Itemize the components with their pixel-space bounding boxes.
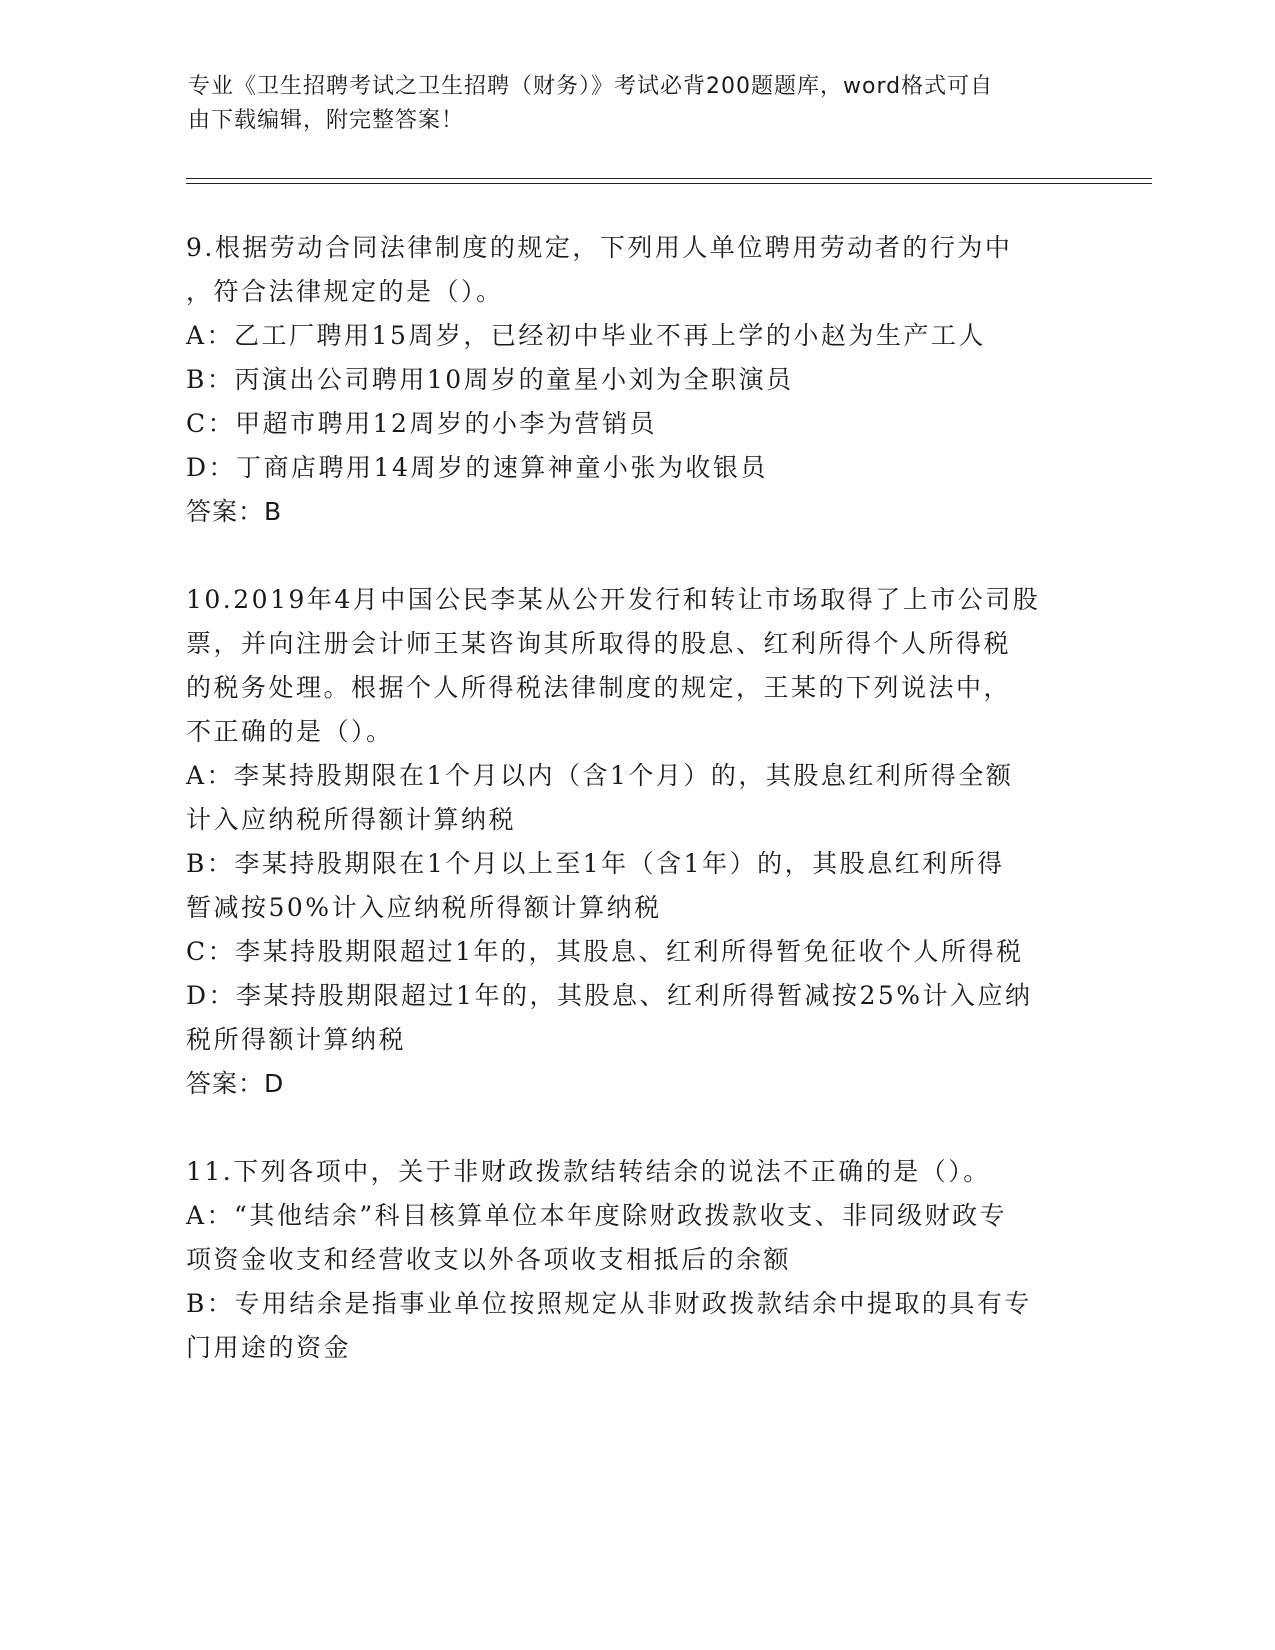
question-11-option-b-line-2: 门用途的资金 xyxy=(186,1333,352,1362)
question-11-stem-line-1: 11.下列各项中，关于非财政拨款结转结余的说法不正确的是（）。 xyxy=(186,1157,991,1186)
question-9-option-b: B：丙演出公司聘用10周岁的童星小刘为全职演员 xyxy=(186,365,794,394)
header-line-2: 由下载编辑，附完整答案！ xyxy=(188,108,465,133)
question-11-option-a-line-1: A：“其他结余”科目核算单位本年度除财政拨款收支、非同级财政专 xyxy=(186,1201,1008,1230)
question-9-option-a: A：乙工厂聘用15周岁，已经初中毕业不再上学的小赵为生产工人 xyxy=(186,321,986,350)
question-10-option-b-line-2: 暂减按50%计入应纳税所得额计算纳税 xyxy=(186,893,662,922)
question-9-stem-line-2: ，符合法律规定的是（）。 xyxy=(186,277,504,306)
question-11-option-b-line-1: B：专用结余是指事业单位按照规定从非财政拨款结余中提取的具有专 xyxy=(186,1289,1032,1318)
question-9-option-d: D：丁商店聘用14周岁的速算神童小张为收银员 xyxy=(186,453,768,482)
question-10-option-a-line-2: 计入应纳税所得额计算纳税 xyxy=(186,805,517,834)
question-10-answer: 答案：D xyxy=(186,1069,285,1098)
question-10-stem-line-3: 的税务处理。根据个人所得税法律制度的规定，王某的下列说法中， xyxy=(186,673,1012,702)
header-divider-top xyxy=(186,178,1152,179)
question-9-answer: 答案：B xyxy=(186,497,283,526)
question-10-option-a-line-1: A：李某持股期限在1个月以内（含1个月）的，其股息红利所得全额 xyxy=(186,761,1014,790)
document-header xyxy=(188,70,1068,138)
question-11-option-a-line-2: 项资金收支和经营收支以外各项收支相抵后的余额 xyxy=(186,1245,792,1274)
question-10-stem-line-1: 10.2019年4月中国公民李某从公开发行和转让市场取得了上市公司股 xyxy=(186,585,1041,614)
question-10-stem-line-4: 不正确的是（）。 xyxy=(186,717,394,746)
header-divider-bottom xyxy=(186,183,1152,184)
question-9-stem-line-1: 9.根据劳动合同法律制度的规定，下列用人单位聘用劳动者的行为中 xyxy=(186,233,1013,262)
header-line-1: 专业《卫生招聘考试之卫生招聘（财务）》考试必背200题题库，word格式可自 xyxy=(188,74,994,99)
question-10-stem-line-2: 票，并向注册会计师王某咨询其所取得的股息、红利所得个人所得税 xyxy=(186,629,1012,658)
question-10-option-c: C：李某持股期限超过1年的，其股息、红利所得暂免征收个人所得税 xyxy=(186,937,1024,966)
question-9-option-c: C：甲超市聘用12周岁的小李为营销员 xyxy=(186,409,657,438)
question-10-option-b-line-1: B：李某持股期限在1个月以上至1年（含1年）的，其股息红利所得 xyxy=(186,849,1005,878)
question-10-option-d-line-1: D：李某持股期限超过1年的，其股息、红利所得暂减按25%计入应纳 xyxy=(186,981,1033,1010)
question-10-option-d-line-2: 税所得额计算纳税 xyxy=(186,1025,407,1054)
